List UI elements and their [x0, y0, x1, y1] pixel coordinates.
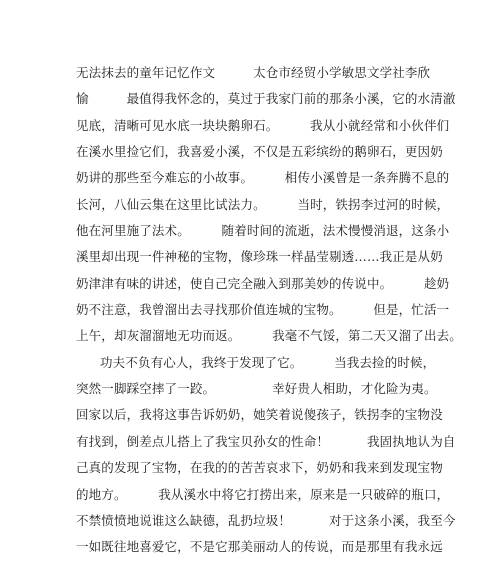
text-line: 上午，却灰溜溜地无功而返。 我毫不气馁，第二天又溜了出去。 — [76, 328, 462, 343]
text-line: 溪里却出现一件神秘的宝物，像珍珠一样晶莹剔透……我正是从奶 — [76, 249, 443, 264]
text-line: 他在河里施了法术。 随着时间的流逝，法术慢慢消退，这条小 — [76, 223, 450, 238]
text-line: 的地方。 我从溪水中将它打捞出来，原来是一只破碎的瓶口， — [76, 487, 450, 502]
text-line: 不禁愤愤地说谁这么缺德，乱扔垃圾！ 对于这条小溪，我至今 — [76, 513, 456, 528]
text-line: 功夫不负有心人，我终于发现了它。 当我去捡的时候， — [100, 355, 436, 370]
text-line: 无法抹去的童年记忆作文 太仓市经贸小学敏思文学社李欣 — [76, 65, 431, 80]
text-line: 一如既往地喜爱它，不是它那美丽动人的传说，而是那里有我永远 — [76, 539, 443, 554]
text-line: 见底，清晰可见水底一块块鹅卵石。 我从小就经常和小伙伴们 — [76, 118, 450, 133]
text-line: 奶不注意，我曾溜出去寻找那价值连城的宝物。 但是，忙活一 — [76, 302, 450, 317]
text-line: 在溪水里捡它们，我喜爱小溪，不仅是五彩缤纷的鹅卵石，更因奶 — [76, 144, 443, 159]
text-line: 有找到，倒差点儿搭上了我宝贝孙女的性命！ 我固执地认为自 — [76, 434, 456, 449]
text-line: 奶津津有味的讲述，使自己完全融入到那美妙的传说中。 趁奶 — [76, 276, 450, 291]
text-line: 突然一脚踩空摔了一跤。 幸好贵人相助，才化险为夷。 — [76, 381, 437, 396]
text-line: 己真的发现了宝物，在我的的苦苦哀求下，奶奶和我来到发现宝物 — [76, 460, 443, 475]
text-line: 愉 最值得我怀念的，莫过于我家门前的那条小溪，它的水清澈 — [76, 91, 456, 106]
text-line: 长河，八仙云集在这里比试法力。 当时，铁拐李过河的时候， — [76, 197, 450, 212]
text-line: 奶讲的那些至今难忘的小故事。 相传小溪曾是一条奔腾不息的 — [76, 170, 450, 185]
text-line: 回家以后，我将这事告诉奶奶，她笑着说傻孩子，铁拐李的宝物没 — [76, 407, 443, 422]
